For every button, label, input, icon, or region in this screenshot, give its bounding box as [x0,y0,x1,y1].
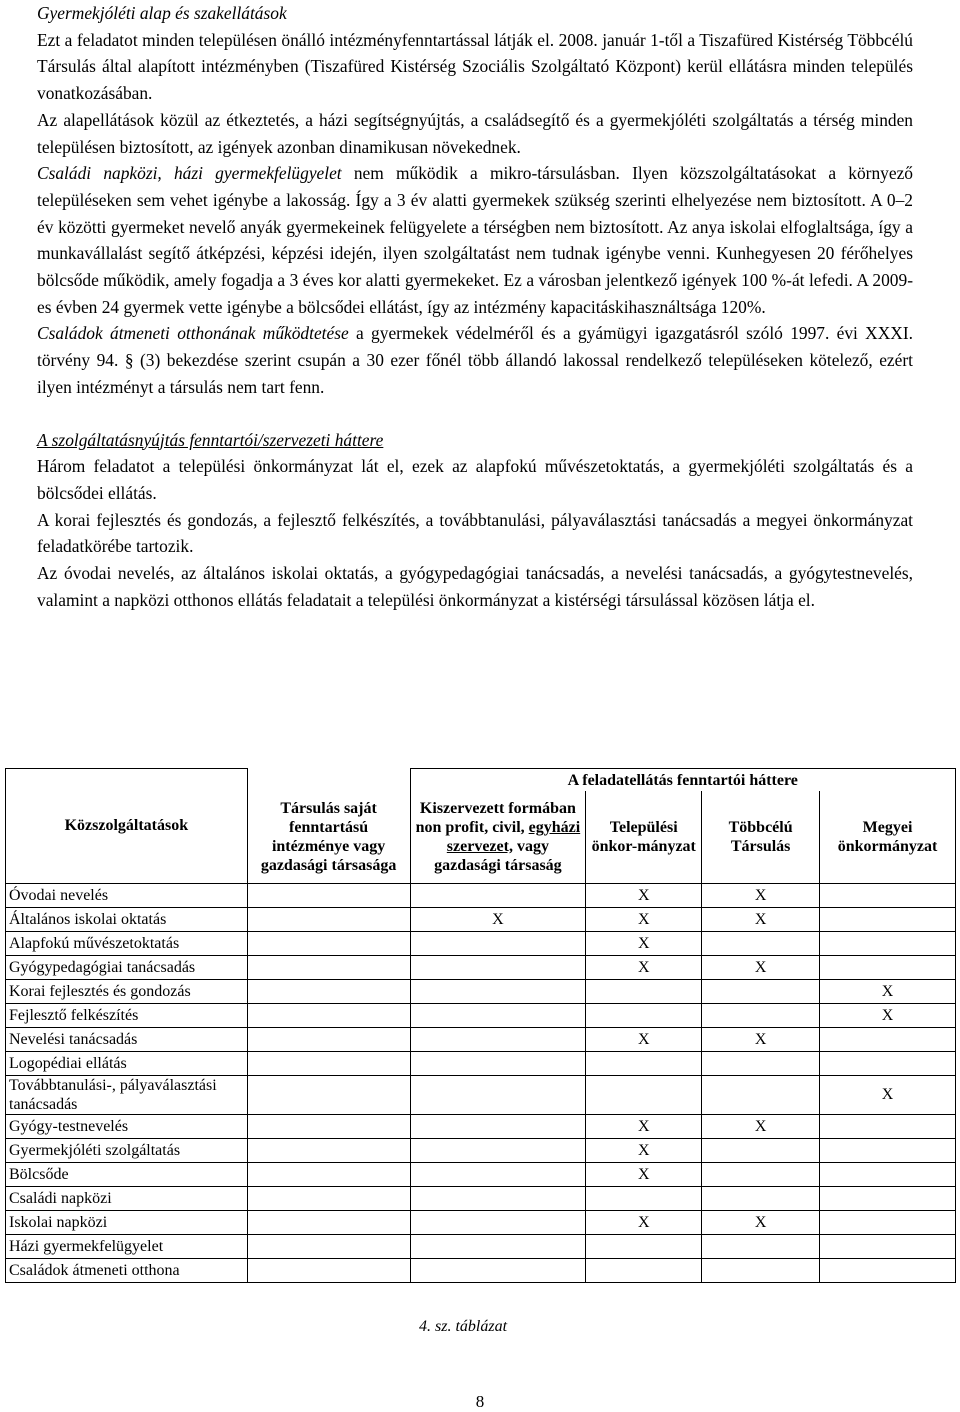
mark-cell [410,1027,586,1051]
mark-cell [820,955,956,979]
mark-cell: X [586,907,702,931]
mark-cell [586,979,702,1003]
mark-cell [247,1027,410,1051]
header-tobbcelu: Többcélú Társulás [702,791,820,883]
mark-cell [410,955,586,979]
mark-cell [820,883,956,907]
table-row [6,1258,956,1282]
mark-cell: X [410,907,586,931]
mark-cell [247,907,410,931]
mark-cell [820,907,956,931]
mark-cell: X [820,979,956,1003]
mark-cell [820,1138,956,1162]
mark-cell [247,1234,410,1258]
service-name: Bölcsőde [6,1162,248,1186]
service-name: Gyermekjóléti szolgáltatás [6,1138,248,1162]
table-row [6,1027,956,1051]
mark-cell [410,1210,586,1234]
table-caption: 4. sz. táblázat [419,1318,508,1335]
mark-cell: X [702,907,820,931]
table-row [6,955,956,979]
header-kiszervezett-underlined: egyházi szervezet, [446,818,581,855]
mark-cell [247,1003,410,1027]
service-name: Házi gyermekfelügyelet [6,1234,248,1258]
table-row [6,1138,956,1162]
mark-cell [820,1027,956,1051]
mark-cell: X [820,1075,956,1114]
paragraph: Az alapellátások közül az étkeztetés, a házi segítségnyújtás, a családsegítő és a gyermekjóléti szolgáltatás a térség minden településen biztosított, az igények azonban dinamikusan növekednek. [37,109,913,157]
table-row [6,1210,956,1234]
table-row [6,1003,956,1027]
mark-cell [702,979,820,1003]
table-row [6,907,956,931]
service-name: Korai fejlesztés és gondozás [6,979,248,1003]
mark-cell [247,1138,410,1162]
mark-cell [586,1186,702,1210]
services-table [5,768,956,1283]
mark-cell [586,1258,702,1282]
service-name: Családok átmeneti otthona [6,1258,248,1282]
table-row [6,979,956,1003]
spacer [37,401,913,427]
section-heading-fenntartoi: A szolgáltatásnyújtás fenntartói/szervezeti háttere [37,429,384,450]
mark-cell [702,1162,820,1186]
mark-cell [247,883,410,907]
mark-cell [820,931,956,955]
italic-term: Családok átmeneti otthonának működtetése [37,323,349,344]
paragraph-text: a gyermekek védelméről és a gyámügyi igazgatásról szóló 1997. évi XXXI. törvény 94. § (3) bekezdése szerint csupán a 30 ezer főnél több állandó lakossal rendelkező településeken kötelező, ezért ilyen intézményt a társulás nem tart fenn. [37,323,913,397]
service-name: Fejlesztő felkészítés [6,1003,248,1027]
mark-cell [247,1162,410,1186]
mark-cell: X [586,1162,702,1186]
mark-cell [586,1003,702,1027]
mark-cell: X [702,1210,820,1234]
mark-cell [702,931,820,955]
mark-cell [820,1186,956,1210]
header-kozszolgaltatasok: Közszolgáltatások [6,769,248,884]
table-row [6,1114,956,1138]
mark-cell [410,1003,586,1027]
mark-cell [410,1234,586,1258]
mark-cell: X [586,931,702,955]
mark-cell [702,1186,820,1210]
mark-cell [410,1186,586,1210]
mark-cell [247,1258,410,1282]
table-body [6,883,956,1282]
mark-cell [247,1051,410,1075]
mark-cell: X [702,955,820,979]
mark-cell: X [702,1114,820,1138]
mark-cell: X [702,1027,820,1051]
mark-cell [410,883,586,907]
mark-cell [410,1162,586,1186]
header-kiszervezett-b: vagy gazdasági társaság [434,837,562,874]
mark-cell [820,1114,956,1138]
service-name: Általános iskolai oktatás [6,907,248,931]
mark-cell [820,1051,956,1075]
service-name: Családi napközi [6,1186,248,1210]
mark-cell [820,1258,956,1282]
table-row [6,1051,956,1075]
mark-cell [247,1075,410,1114]
paragraph-text: nem működik a mikro-társulásban. Ilyen közszolgáltatásokat a környező településeken sem vehet igénybe a lakosság. Így a 3 év alatti gyermekek szükség szerinti elhelyezése nem biztosított. A 0–2 év közötti gyermeket nevelő anyák gyermekeinek felügyelete a térségben nem biztosított. Az anya iskolai elfoglaltsága, így a munkavállalást segítő átképzési, képzési idején, ilyen szolgáltatást nem tudnak igénybe venni. Kunhegyesen 20 férőhelyes bölcsőde működik, amely fogadja a 3 éves kor alatti gyermekeket. Ez a városban jelentkező igények 100 %-át lefedi. A 2009-es évben 24 gyermek vette igénybe a bölcsődei ellátást, így az intézmény kapacitáskihasználtsága 120%. [37,163,913,317]
paragraph: Ezt a feladatot minden településen önálló intézményfenntartással látják el. 2008. január 1-től a Tiszafüred Kistérség Többcélú Társulás által alapított intézményben (Tiszafüred Kistérség Szociális Szolgáltató Központ) kerül ellátásra minden település vonatkozásában. [37,29,913,104]
mark-cell: X [820,1003,956,1027]
table-row [6,1075,956,1114]
mark-cell [410,1075,586,1114]
mark-cell [702,1051,820,1075]
mark-cell [247,979,410,1003]
service-name: Iskolai napközi [6,1210,248,1234]
paragraph [37,320,913,400]
mark-cell: X [702,883,820,907]
mark-cell [820,1210,956,1234]
paragraph: Az óvodai nevelés, az általános iskolai oktatás, a gyógypedagógiai tanácsadás, a nevelési tanácsadás, a gyógytestnevelés, valamint a napközi otthonos ellátás feladatait a települési önkormányzat a kistérségi társulással közösen látja el. [37,563,913,610]
mark-cell [247,955,410,979]
mark-cell [820,1234,956,1258]
mark-cell: X [586,883,702,907]
section-heading-gyermekjoleti: Gyermekjóléti alap és szakellátások [37,3,287,23]
mark-cell [410,1258,586,1282]
mark-cell [410,1051,586,1075]
mark-cell: X [586,1138,702,1162]
table-row [6,931,956,955]
mark-cell [702,1003,820,1027]
paragraph: A korai fejlesztés és gondozás, a fejlesztő felkészítés, a továbbtanulási, pályaválasztási tanácsadás a megyei önkormányzat feladatkörébe tartozik. [37,509,913,557]
mark-cell [247,1210,410,1234]
service-name: Alapfokú művészetoktatás [6,931,248,955]
mark-cell [702,1258,820,1282]
mark-cell [820,1162,956,1186]
mark-cell [586,1051,702,1075]
service-name: Nevelési tanácsadás [6,1027,248,1051]
paragraph [37,160,913,320]
mark-cell [410,1114,586,1138]
mark-cell: X [586,1210,702,1234]
header-telepulesi: Települési önkor-mányzat [586,791,702,883]
italic-term: Családi napközi, házi gyermekfelügyelet [37,163,342,184]
header-megyei: Megyei önkormányzat [820,791,956,883]
service-name: Óvodai nevelés [6,883,248,907]
service-name: Gyógypedagógiai tanácsadás [6,955,248,979]
mark-cell [247,1114,410,1138]
table-row [6,1162,956,1186]
mark-cell [410,1138,586,1162]
document-body [37,0,913,613]
page-number: 8 [475,1392,485,1411]
mark-cell: X [586,1027,702,1051]
header-tarsulas-intezmeny: Társulás saját fenntartású intézménye vagy gazdasági társasága [247,769,410,884]
mark-cell [586,1234,702,1258]
header-group: A feladatellátás fenntartói háttere [410,769,956,792]
mark-cell [702,1075,820,1114]
service-name: Logopédiai ellátás [6,1051,248,1075]
header-kiszervezett [410,791,586,883]
mark-cell [586,1075,702,1114]
table-row [6,1234,956,1258]
mark-cell [247,1186,410,1210]
mark-cell [702,1138,820,1162]
mark-cell [702,1234,820,1258]
header-kiszervezett-a: Kiszervezett formában non profit, civil, [415,799,576,836]
mark-cell: X [586,1114,702,1138]
table-row [6,1186,956,1210]
mark-cell [410,979,586,1003]
table-row [6,883,956,907]
paragraph: Három feladatot a települési önkormányzat lát el, ezek az alapfokú művészetoktatás, a gyermekjóléti szolgáltatás és a bölcsődei ellátás. [37,456,913,503]
service-name: Továbbtanulási-, pályaválasztási tanácsadás [6,1075,248,1114]
service-name: Gyógy-testnevelés [6,1114,248,1138]
mark-cell [410,931,586,955]
mark-cell: X [586,955,702,979]
mark-cell [247,931,410,955]
